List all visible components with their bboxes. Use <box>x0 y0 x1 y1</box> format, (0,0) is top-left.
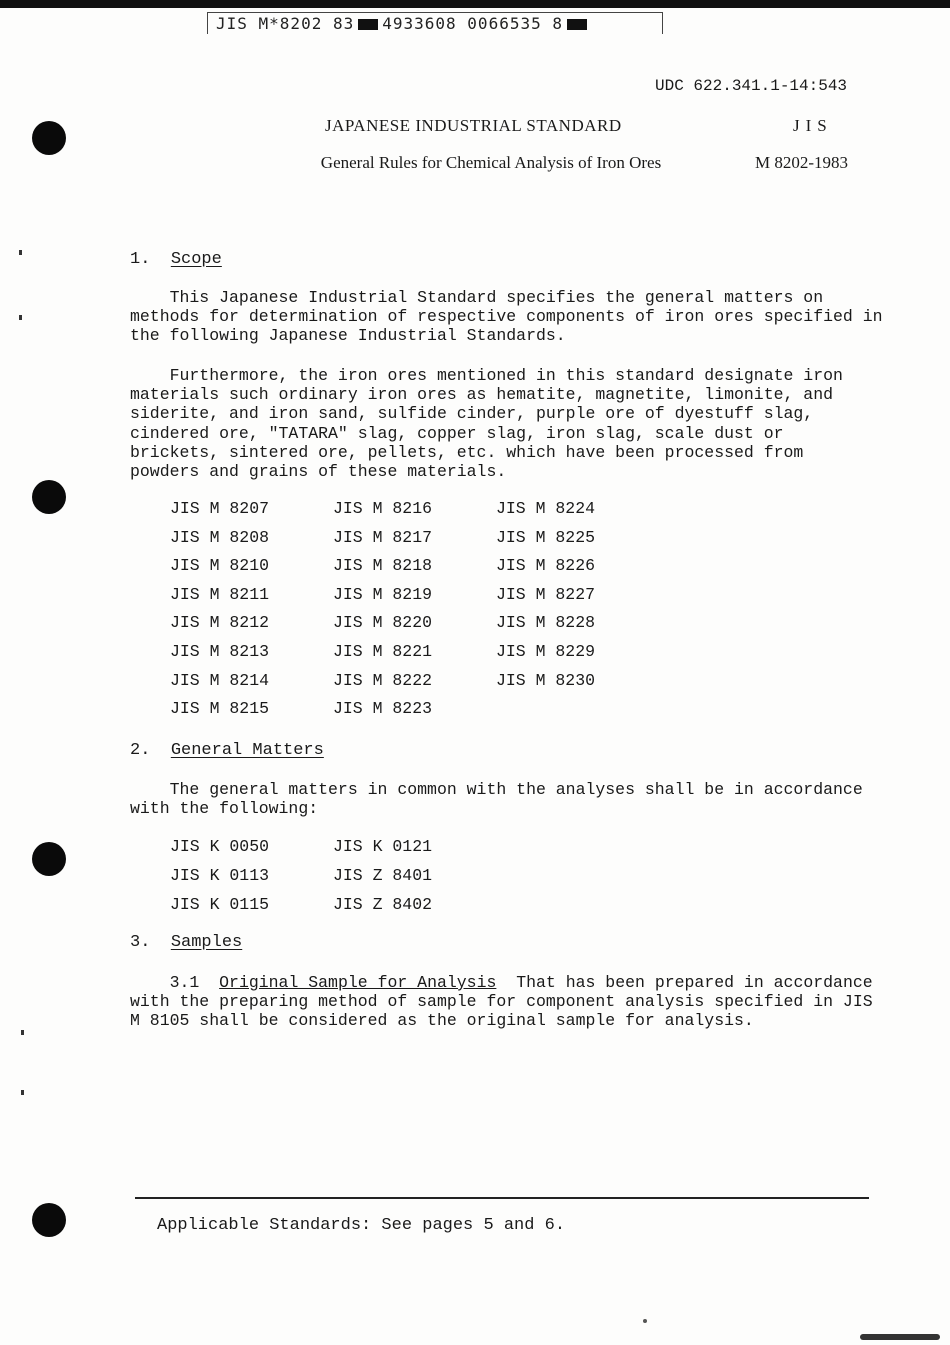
standard-ref: JIS M 8220 <box>333 613 433 633</box>
standards-list-general <box>170 837 496 914</box>
standard-ref: JIS Z 8401 <box>333 866 433 885</box>
standard-ref: JIS M 8215 <box>170 699 270 719</box>
standard-ref: JIS M 8219 <box>333 584 433 604</box>
standard-name: JAPANESE INDUSTRIAL STANDARD <box>325 116 622 135</box>
standard-ref: JIS K 0050 <box>170 837 270 856</box>
standard-ref: JIS M 8216 <box>333 499 433 518</box>
section-title: General Matters <box>170 741 324 760</box>
standard-ref: JIS K 0113 <box>170 866 270 885</box>
applicable-standards-note: Applicable Standards: See pages 5 and 6. <box>157 1216 566 1235</box>
scan-mark <box>19 250 22 255</box>
footer-rule <box>135 1197 869 1199</box>
section-title: Samples <box>170 933 243 952</box>
section-number: 2. <box>130 741 151 760</box>
punch-hole <box>32 842 66 876</box>
standard-ref: JIS M 8224 <box>496 499 596 518</box>
scan-mark <box>21 1030 24 1035</box>
subsection-number: 3.1 <box>169 973 200 992</box>
standard-ref: JIS M 8223 <box>333 699 433 719</box>
samples-paragraph <box>130 973 873 1031</box>
stamp-block-mark <box>358 19 378 30</box>
top-scan-border <box>0 0 950 8</box>
section-heading-samples <box>130 933 242 952</box>
standard-ref: JIS M 8226 <box>496 556 596 576</box>
standard-ref: JIS K 0115 <box>170 895 270 914</box>
scope-paragraph-materials: Furthermore, the iron ores mentioned in this standard designate iron materials such ordinary iron ores as hematite, magnetite, limonite, and siderite, and iron sand, sulfide cinder, purple ore of dyestuff slag, cindered ore, "TATARA" slag, copper slag, iron slag, scale dust or brickets, sintered ore, pellets, etc. which have been processed from powders and grains of these materials. <box>130 366 843 482</box>
section-heading-scope <box>130 250 222 269</box>
standard-ref: JIS M 8227 <box>496 584 596 604</box>
section-number: 1. <box>130 250 151 269</box>
standard-ref: JIS M 8228 <box>496 613 596 633</box>
standard-ref: JIS K 0121 <box>333 837 433 856</box>
jis-mark: JIS <box>793 116 833 135</box>
section-number: 3. <box>130 933 151 952</box>
standard-ref: JIS Z 8402 <box>333 895 433 914</box>
standard-ref: JIS M 8217 <box>333 527 433 547</box>
scan-mark <box>19 315 22 320</box>
standard-ref: JIS M 8213 <box>170 641 270 661</box>
standard-ref: JIS M 8221 <box>333 641 433 661</box>
stamp-block-mark <box>567 19 587 30</box>
section-heading-general-matters <box>130 741 324 760</box>
standard-ref: JIS M 8207 <box>170 499 270 518</box>
stamp-serial: 4933608 0066535 8 <box>382 14 563 33</box>
header-stamp <box>207 12 663 34</box>
standard-ref: JIS M 8214 <box>170 670 270 690</box>
punch-hole <box>32 1203 66 1237</box>
subsection-text-first: That has been prepared in accordance <box>496 973 873 992</box>
stamp-code: JIS M*8202 83 <box>216 14 355 33</box>
scan-mark <box>21 1090 24 1095</box>
standard-ref <box>496 699 659 718</box>
standard-ref: JIS M 8225 <box>496 527 596 547</box>
general-matters-paragraph: The general matters in common with the analyses shall be in accordance with the following: <box>130 780 863 819</box>
standard-ref: JIS M 8212 <box>170 613 270 633</box>
standard-number: M 8202-1983 <box>755 153 849 172</box>
standard-ref: JIS M 8208 <box>170 527 270 547</box>
punch-hole <box>32 480 66 514</box>
scan-edge-smudge <box>860 1334 940 1340</box>
document-title: General Rules for Chemical Analysis of Iron Ores <box>320 153 662 172</box>
subsection-text-rest: with the preparing method of sample for component analysis specified in JIS M 8105 shall be considered as the original sample for analysis. <box>130 992 873 1031</box>
standard-ref: JIS M 8229 <box>496 641 596 661</box>
subsection-title: Original Sample for Analysis <box>219 973 497 992</box>
scan-speck <box>643 1319 647 1323</box>
standard-ref: JIS M 8211 <box>170 584 270 604</box>
section-title: Scope <box>170 250 222 269</box>
scope-paragraph: This Japanese Industrial Standard specifies the general matters on methods for determination of respective components of iron ores specified in the following Japanese Industrial Standards. <box>130 288 883 346</box>
punch-hole <box>32 121 66 155</box>
standard-ref: JIS M 8230 <box>496 670 596 690</box>
standards-list-scope <box>170 499 659 718</box>
standard-ref: JIS M 8210 <box>170 556 270 576</box>
udc-code: UDC 622.341.1-14:543 <box>655 77 848 95</box>
standard-ref: JIS M 8218 <box>333 556 433 576</box>
standard-ref: JIS M 8222 <box>333 670 433 690</box>
